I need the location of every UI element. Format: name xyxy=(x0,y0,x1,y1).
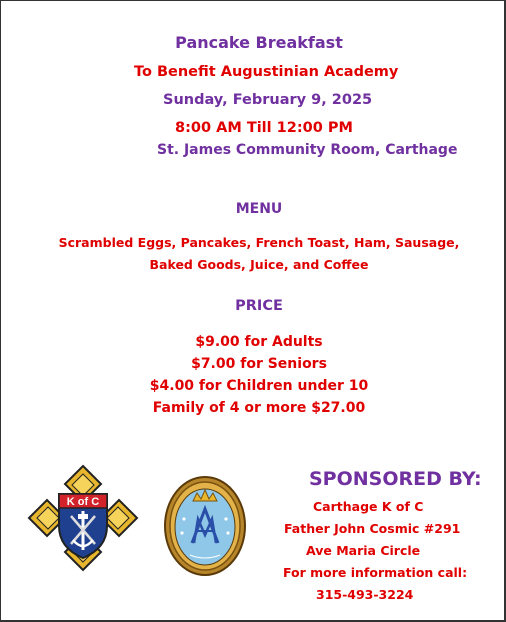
svg-text:K of C: K of C xyxy=(66,496,100,508)
sponsor-line: Father John Cosmic #291 xyxy=(284,521,461,536)
event-time: 8:00 AM Till 12:00 PM xyxy=(175,120,353,136)
event-location: St. James Community Room, Carthage xyxy=(157,142,458,158)
price-item: $7.00 for Seniors xyxy=(191,356,327,372)
ave-maria-circle-emblem-icon xyxy=(162,471,248,577)
contact-phone: 315-493-3224 xyxy=(316,587,414,602)
sponsored-by-heading: SPONSORED BY: xyxy=(309,468,482,490)
menu-heading: MENU xyxy=(235,201,283,217)
event-date: Sunday, February 9, 2025 xyxy=(163,92,373,108)
sponsor-line: Ave Maria Circle xyxy=(306,543,421,558)
menu-line: Baked Goods, Juice, and Coffee xyxy=(149,257,369,272)
sponsor-line: Carthage K of C xyxy=(313,499,424,514)
contact-label: For more information call: xyxy=(283,565,468,580)
knights-of-columbus-emblem-icon xyxy=(27,464,139,572)
event-title: Pancake Breakfast xyxy=(175,33,343,52)
price-heading: PRICE xyxy=(235,298,283,314)
menu-line: Scrambled Eggs, Pancakes, French Toast, Ham, Sausage, xyxy=(58,235,460,250)
event-benefit: To Benefit Augustinian Academy xyxy=(134,64,399,80)
price-item: $4.00 for Children under 10 xyxy=(149,378,369,394)
price-item: $9.00 for Adults xyxy=(195,334,323,350)
price-item: Family of 4 or more $27.00 xyxy=(152,400,366,416)
